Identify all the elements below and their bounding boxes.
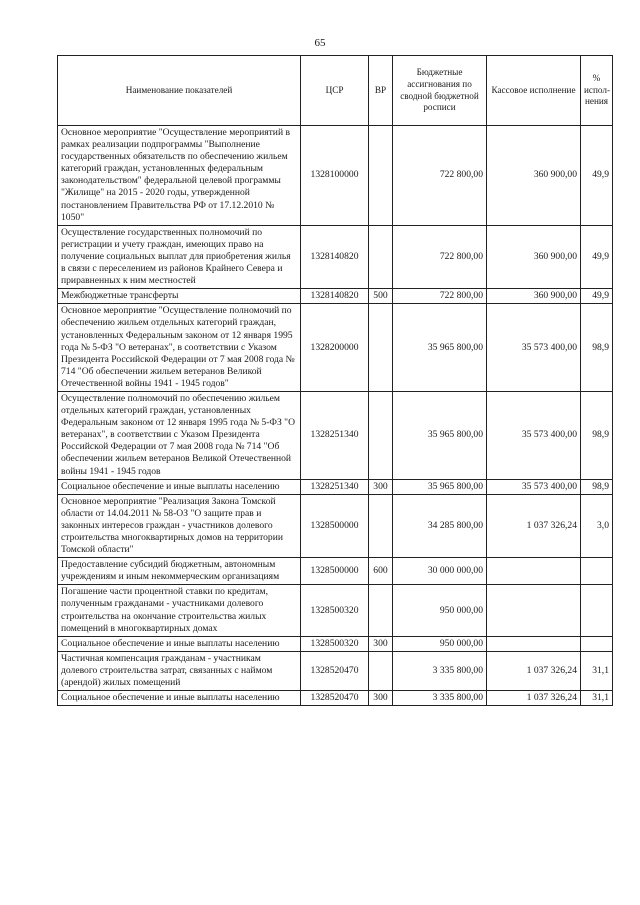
header-name: Наименование показателей [58,56,301,126]
header-cash: Кассовое исполнение [487,56,581,126]
header-budget: Бюджетные ассигнования по сводной бюджетной росписи [393,56,487,126]
page-number: 65 [314,37,326,49]
row-csr: 1328251340 [301,391,369,479]
row-vr: 300 [369,691,393,706]
row-name: Погашение части процентной ставки по кредитам, полученным гражданами - участниками долевого строительства на окончание строительства жилых помещений в многоквартирных домах [58,585,301,636]
row-cash: 1 037 326,24 [487,651,581,690]
table-row [58,558,613,585]
row-budget: 950 000,00 [393,636,487,651]
row-percent [581,585,613,636]
row-percent: 31,1 [581,651,613,690]
row-budget: 35 965 800,00 [393,479,487,494]
row-percent: 49,9 [581,289,613,304]
row-budget: 35 965 800,00 [393,391,487,479]
table-row [58,289,613,304]
row-cash [487,585,581,636]
row-name: Осуществление полномочий по обеспечению жильем отдельных категорий граждан, установленных Федеральным законом от 12 января 1995 года № 5-ФЗ "О ветеранах", в соответствии с Указом Президента Российской Федерации от 7 мая 2008 года № 714 "Об обеспечении жильем ветеранов Великой Отечественной войны 1941 - 1945 годов [58,391,301,479]
row-name: Частичная компенсация гражданам - участникам долевого строительства затрат, связанных с наймом (арендой) жилых помещений [58,651,301,690]
row-percent [581,636,613,651]
row-cash: 360 900,00 [487,289,581,304]
row-cash [487,558,581,585]
row-csr: 1328100000 [301,126,369,226]
row-csr: 1328520470 [301,651,369,690]
table-row [58,651,613,690]
row-cash [487,636,581,651]
table-row [58,479,613,494]
row-vr: 300 [369,636,393,651]
row-csr: 1328520470 [301,691,369,706]
header-csr: ЦСР [301,56,369,126]
table-row [58,636,613,651]
row-percent: 31,1 [581,691,613,706]
row-percent: 49,9 [581,225,613,288]
row-vr [369,494,393,557]
row-budget: 34 285 800,00 [393,494,487,557]
table-row [58,225,613,288]
table-row [58,494,613,557]
row-budget: 722 800,00 [393,289,487,304]
row-csr: 1328500320 [301,585,369,636]
row-csr: 1328140820 [301,225,369,288]
row-vr: 300 [369,479,393,494]
row-vr [369,304,393,392]
header-vr: ВР [369,56,393,126]
row-budget: 722 800,00 [393,225,487,288]
row-name: Социальное обеспечение и иные выплаты населению [58,636,301,651]
row-name: Предоставление субсидий бюджетным, автономным учреждениям и иным некоммерческим организациям [58,558,301,585]
row-budget: 950 000,00 [393,585,487,636]
row-budget: 35 965 800,00 [393,304,487,392]
row-csr: 1328251340 [301,479,369,494]
row-name: Основное мероприятие "Осуществление полномочий по обеспечению жильем отдельных категорий граждан, установленных Федеральным законом от 12 января 1995 года № 5-ФЗ "О ветеранах", в соответствии с Указом Президента Российской Федерации от 7 мая 2008 года № 714 "Об обеспечении жильем ветеранов Великой Отечественной войны 1941 - 1945 годов" [58,304,301,392]
table-row [58,304,613,392]
table-row [58,126,613,226]
row-cash: 360 900,00 [487,225,581,288]
row-cash: 35 573 400,00 [487,304,581,392]
row-percent: 98,9 [581,479,613,494]
row-vr [369,651,393,690]
row-budget: 30 000 000,00 [393,558,487,585]
row-cash: 1 037 326,24 [487,494,581,557]
row-percent: 98,9 [581,304,613,392]
row-percent: 49,9 [581,126,613,226]
row-name: Межбюджетные трансферты [58,289,301,304]
row-name: Осуществление государственных полномочий по регистрации и учету граждан, имеющих право на получение социальных выплат для приобретения жилья в связи с переселением из районов Крайнего Севера и приравненных к ним местностей [58,225,301,288]
row-cash: 35 573 400,00 [487,391,581,479]
row-vr [369,126,393,226]
row-name: Основное мероприятие "Реализация Закона Томской области от 14.04.2011 № 58-ОЗ "О защите прав и законных интересов граждан - участников долевого строительства многоквартирных домов на территории Томской области" [58,494,301,557]
row-vr: 500 [369,289,393,304]
row-cash: 1 037 326,24 [487,691,581,706]
row-percent: 3,0 [581,494,613,557]
row-vr [369,585,393,636]
row-csr: 1328200000 [301,304,369,392]
table-row [58,391,613,479]
row-csr: 1328500000 [301,558,369,585]
row-budget: 3 335 800,00 [393,651,487,690]
row-name: Социальное обеспечение и иные выплаты населению [58,479,301,494]
row-name: Основное мероприятие "Осуществление мероприятий в рамках реализации подпрограммы "Выполнение государственных обязательств по обеспечению жильем категорий граждан, установленных федеральным законодательством" федеральной целевой программы "Жилище" на 2015 - 2020 годы, утвержденной постановлением Правительства РФ от 17.12.2010 № 1050" [58,126,301,226]
row-percent: 98,9 [581,391,613,479]
header-percent: % испол-нения [581,56,613,126]
row-percent [581,558,613,585]
row-budget: 3 335 800,00 [393,691,487,706]
row-vr: 600 [369,558,393,585]
row-name: Социальное обеспечение и иные выплаты населению [58,691,301,706]
table-header-row [58,56,613,126]
budget-execution-table [57,55,613,706]
table-row [58,691,613,706]
row-csr: 1328140820 [301,289,369,304]
row-vr [369,391,393,479]
row-cash: 360 900,00 [487,126,581,226]
row-budget: 722 800,00 [393,126,487,226]
row-csr: 1328500320 [301,636,369,651]
row-vr [369,225,393,288]
row-cash: 35 573 400,00 [487,479,581,494]
row-csr: 1328500000 [301,494,369,557]
table-row [58,585,613,636]
